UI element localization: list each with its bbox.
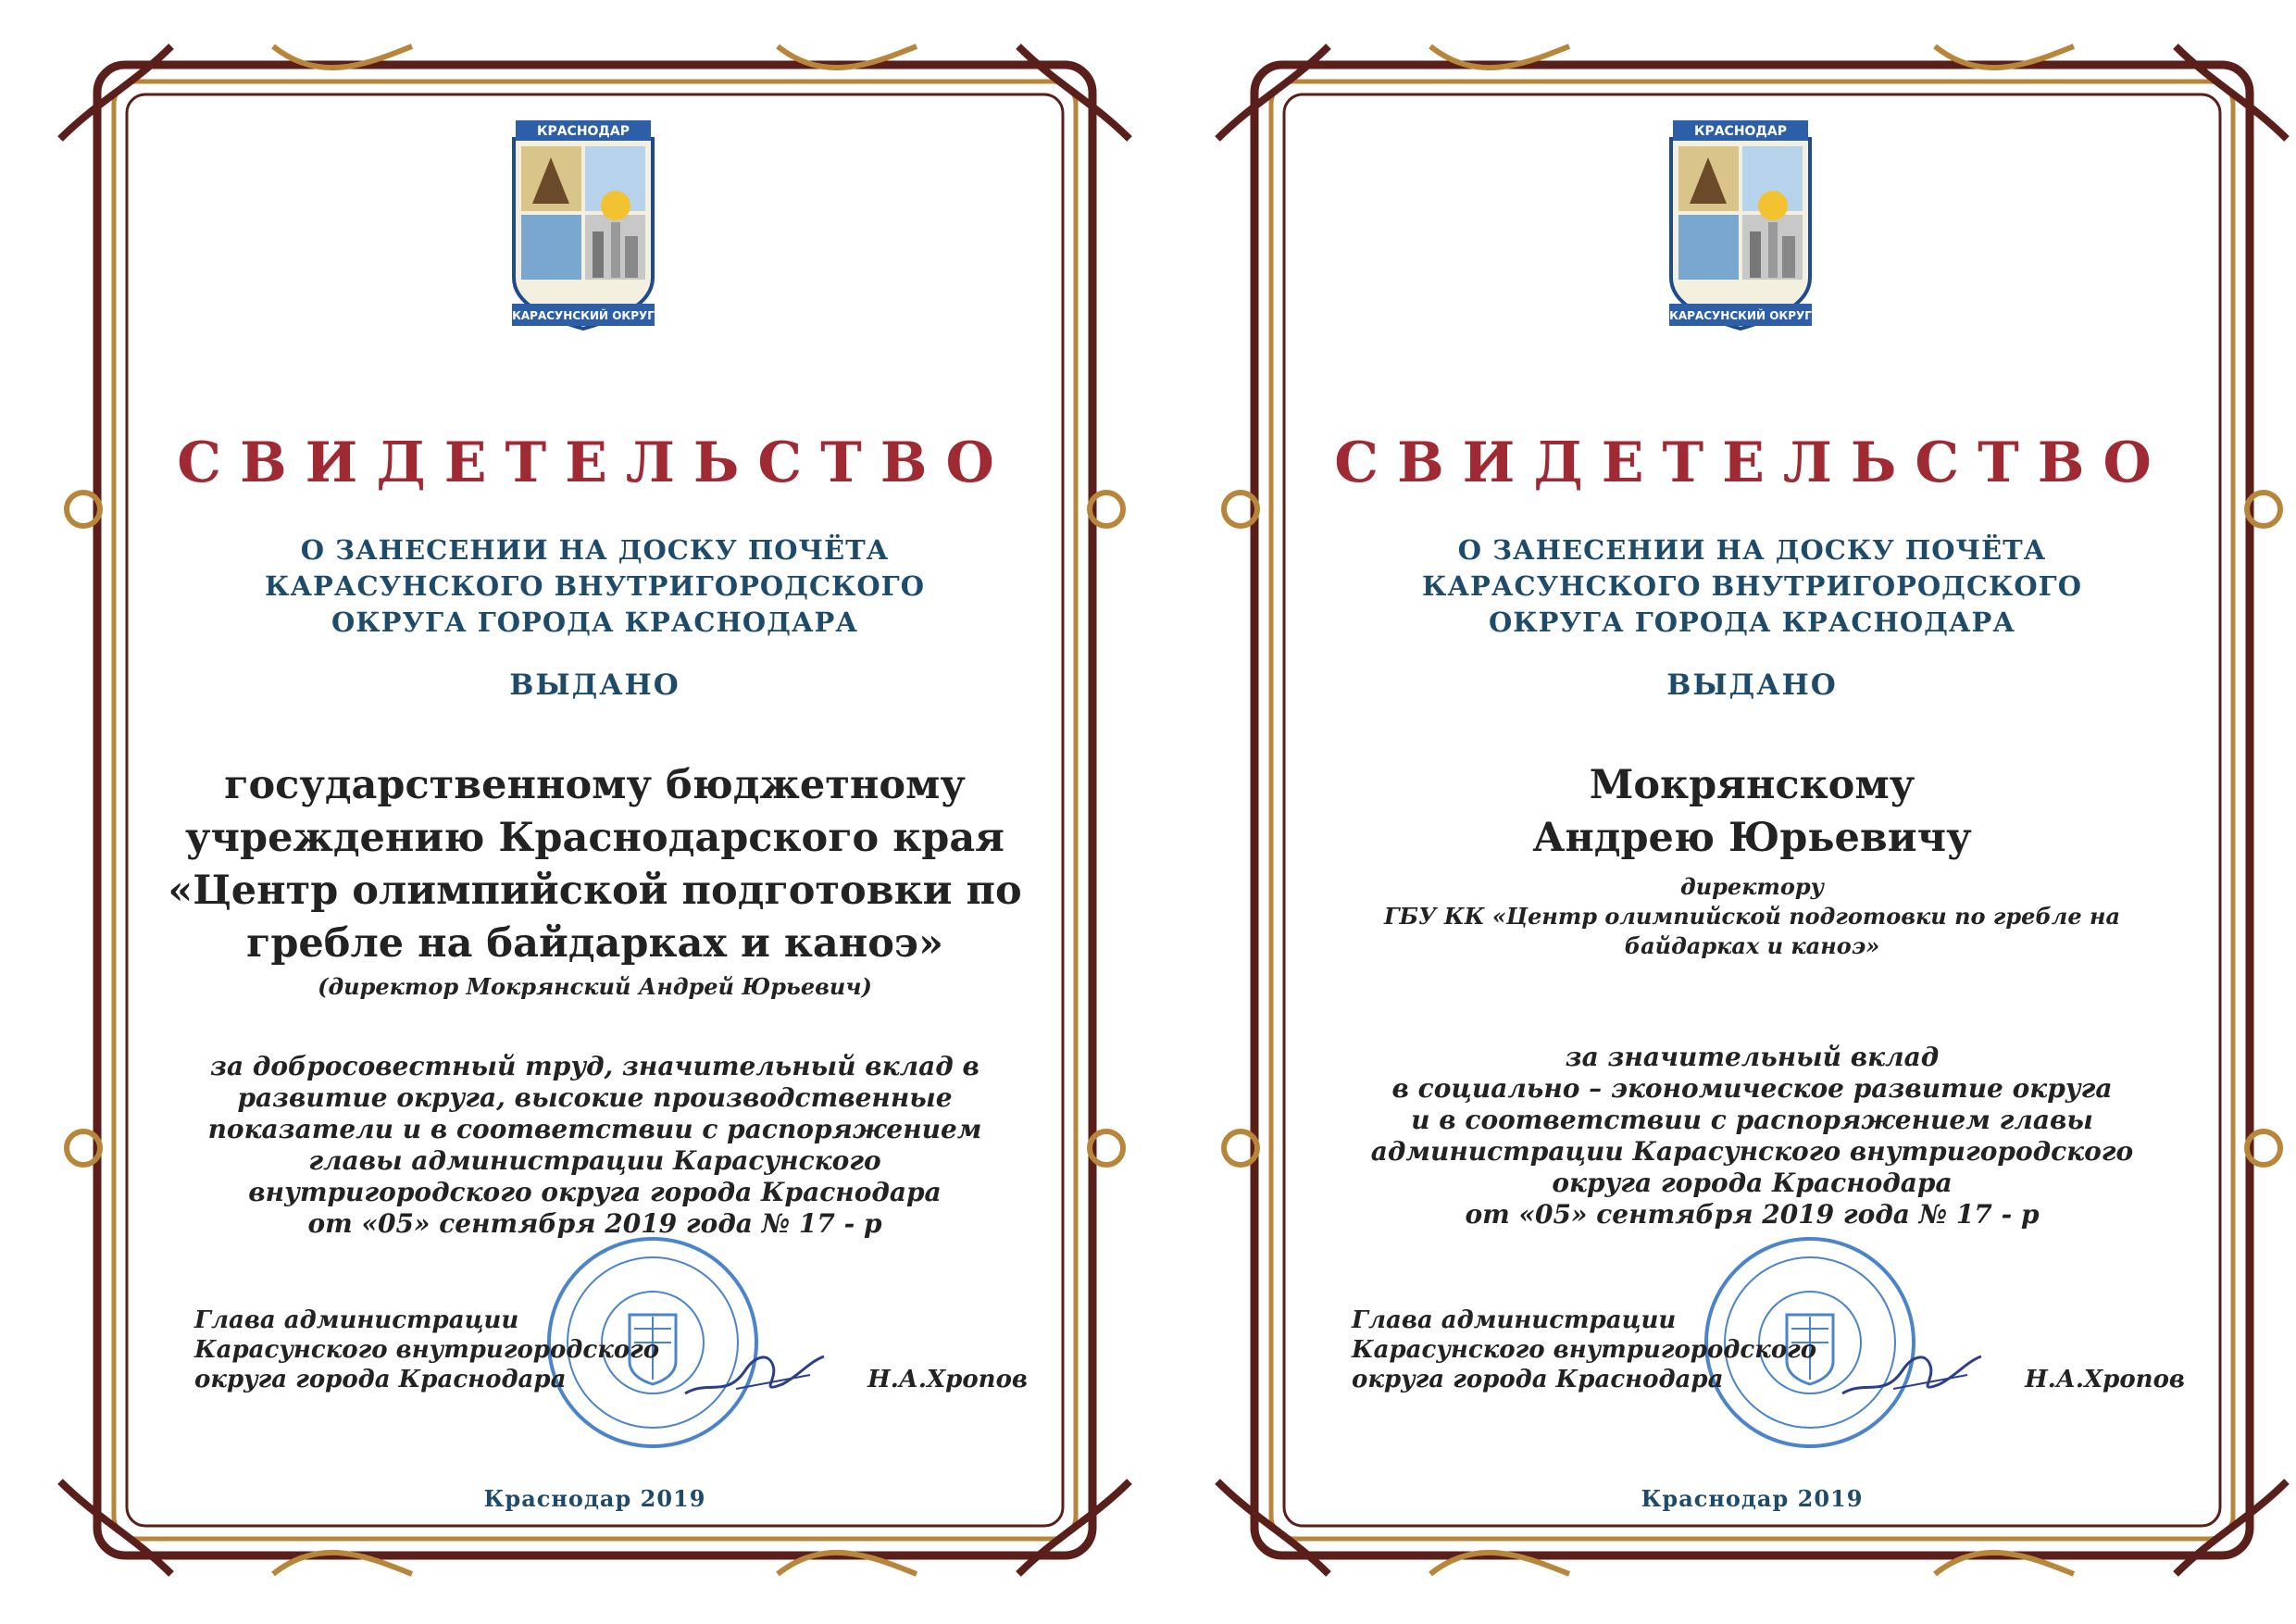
issued-label: ВЫДАНО — [509, 668, 680, 702]
recipient-note: (директор Мокрянский Андрей Юрьевич) — [318, 973, 872, 1000]
issued-label: ВЫДАНО — [1666, 668, 1838, 702]
certificate-footer: Краснодар 2019 — [1641, 1485, 1864, 1512]
certificate-subtitle: О ЗАНЕСЕНИИ НА ДОСКУ ПОЧЁТА КАРАСУНСКОГО ВНУТРИГОРОДСКОГО ОКРУГА ГОРОДА КРАСНОДАРА — [1422, 534, 2082, 638]
award-reason: за значительный вклад в социально – экономическое развитие округа и в соответствии с распоряжением главы администрации Карасунского внутригородского округа города Краснодара от «05» сентября 2019 года № 17 - р — [1370, 1042, 2134, 1230]
signatory-name: Н.А.Хропов — [867, 1366, 1028, 1393]
coat-of-arms-emblem — [495, 120, 671, 343]
signatory-block: Глава администрации Карасунского внутригородского округа города Краснодара Н.А.Хропов — [194, 1306, 1028, 1393]
certificate-subtitle: О ЗАНЕСЕНИИ НА ДОСКУ ПОЧЁТА КАРАСУНСКОГО ВНУТРИГОРОДСКОГО ОКРУГА ГОРОДА КРАСНОДАРА — [265, 534, 925, 638]
signatory-name: Н.А.Хропов — [2025, 1366, 2185, 1393]
signatory-block: Глава администрации Карасунского внутригородского округа города Краснодара Н.А.Хропов — [1352, 1306, 2185, 1393]
svg-text:КРАСНОДАР: КРАСНОДАР — [1694, 124, 1787, 139]
certificate-title: СВИДЕТЕЛЬСТВО — [1334, 431, 2170, 495]
svg-text:КРАСНОДАР: КРАСНОДАР — [537, 124, 630, 139]
certificate-left — [42, 28, 1148, 1593]
certificate-right — [1199, 28, 2296, 1593]
coat-of-arms-emblem — [1653, 120, 1828, 343]
recipient: Мокрянскому Андрею Юрьевичу — [1532, 762, 1972, 861]
recipient: государственному бюджетному учреждению Краснодарского края «Центр олимпийской подготовки по гребле на байдарках и каноэ» — [168, 762, 1022, 967]
svg-text:КАРАСУНСКИЙ ОКРУГ: КАРАСУНСКИЙ ОКРУГ — [512, 309, 655, 322]
recipient-note: директору ГБУ КК «Центр олимпийской подготовки по гребле на байдарках и каноэ» — [1383, 873, 2121, 959]
certificate-title: СВИДЕТЕЛЬСТВО — [177, 431, 1013, 495]
svg-text:КАРАСУНСКИЙ ОКРУГ: КАРАСУНСКИЙ ОКРУГ — [1669, 309, 1812, 322]
award-reason: за добросовестный труд, значительный вклад в развитие округа, высокие производственные показатели и в соответствии с распоряжением главы администрации Карасунского внутригородского округа города Краснодара от «05» сентября 2019 года № 17 - р — [207, 1051, 982, 1239]
certificate-footer: Краснодар 2019 — [483, 1485, 706, 1512]
